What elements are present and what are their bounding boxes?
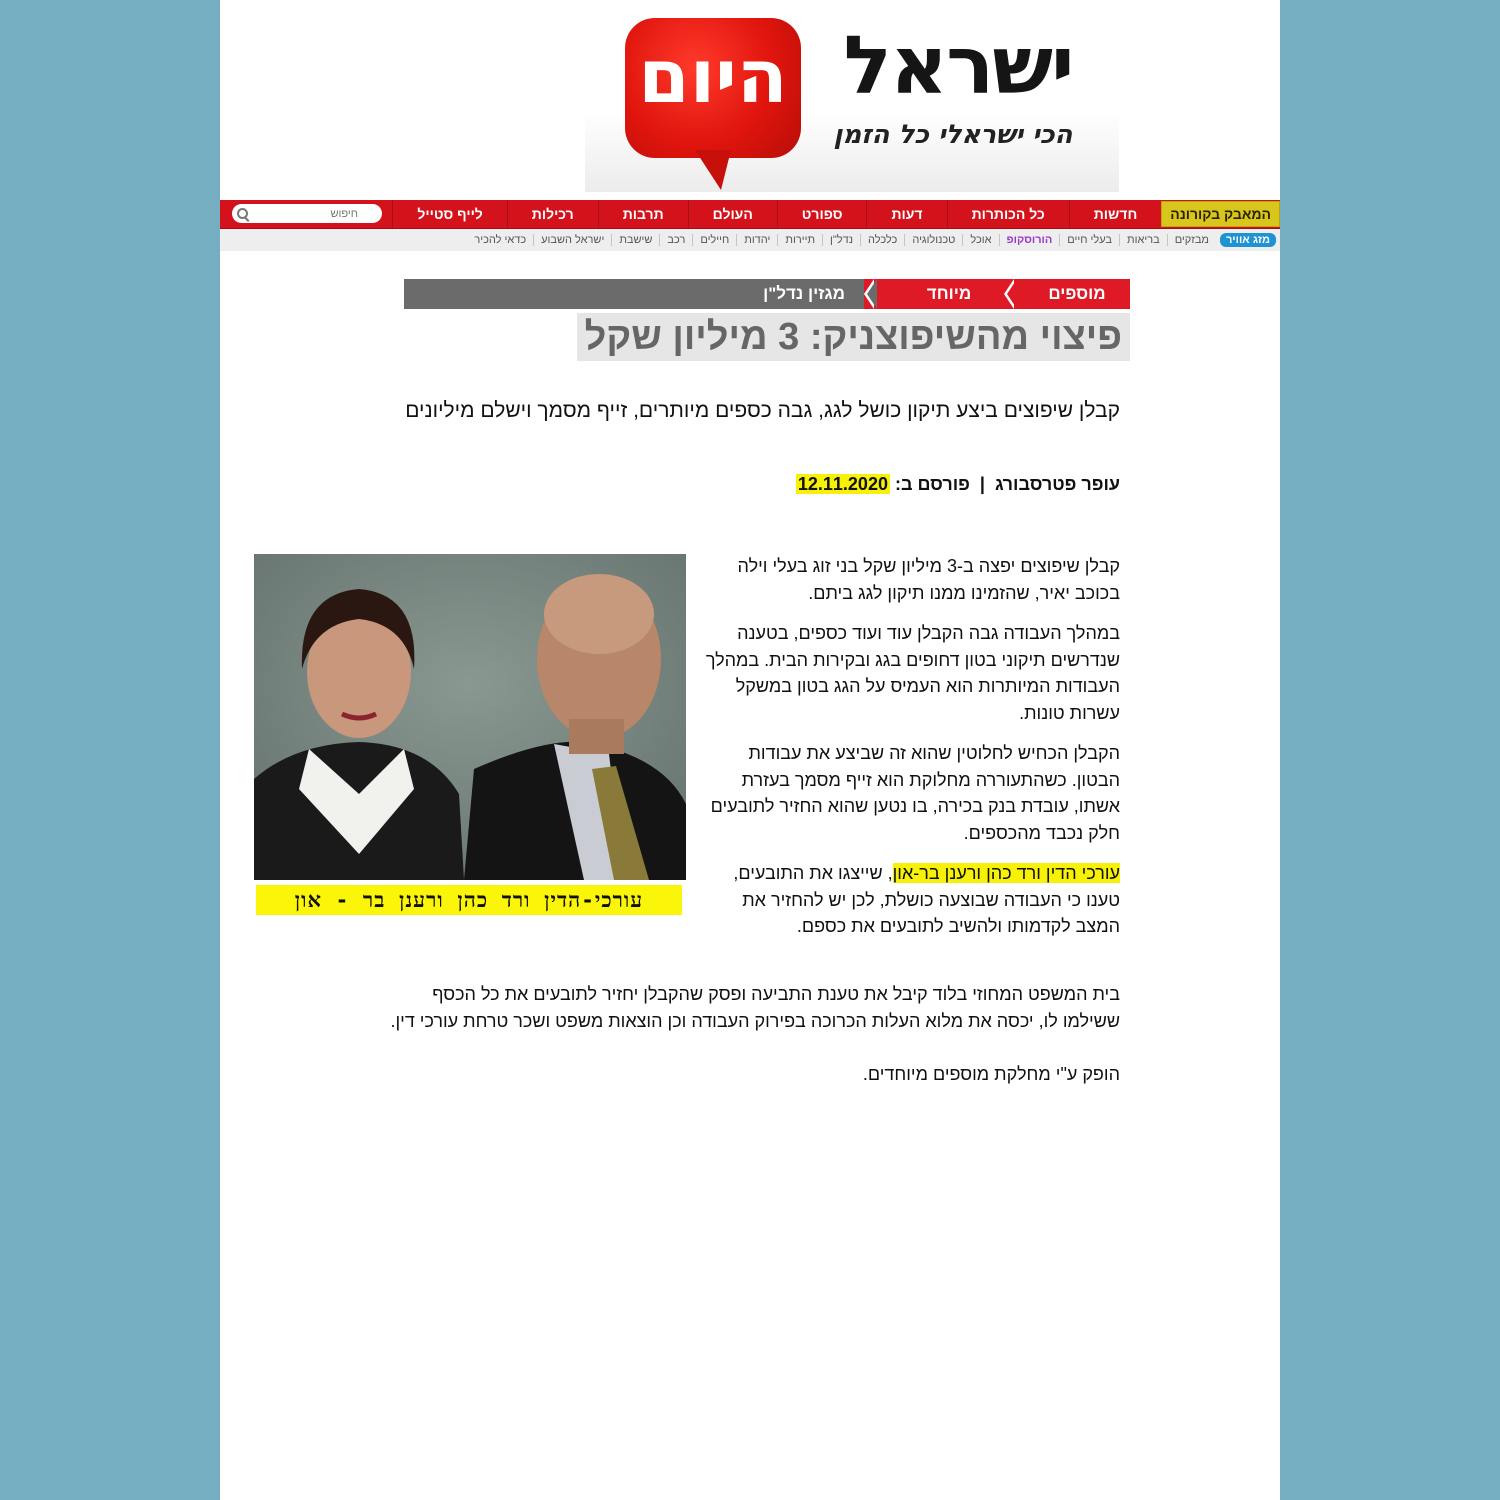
main-nav — [220, 200, 1280, 228]
nav-item-opinions[interactable]: דעות — [866, 200, 946, 228]
highlighted-lawyers-names: עורכי הדין ורד כהן ורענן בר-און — [892, 863, 1120, 883]
nav-item-corona[interactable]: המאבק בקורונה — [1161, 201, 1280, 227]
logo-word-israel: ישראל — [843, 19, 1073, 112]
page — [220, 0, 1280, 1500]
nav-item-sport[interactable]: ספורט — [777, 200, 867, 228]
article-body-continued — [390, 981, 1120, 1115]
sub-nav-item[interactable]: שישבת — [611, 234, 659, 246]
article-paragraph: בית המשפט המחוזי בלוד קיבל את טענת התביעה ופסק שהקבלן יחזיר לתובעים את כל הכסף ששילמו לו, יכסה את מלוא העלות הכרוכה בפירוק העבודה וכן הוצאות משפט ושכר טרחת עורכי דין. — [390, 984, 1120, 1031]
sub-nav-item[interactable]: רכב — [659, 234, 692, 246]
sub-nav-item[interactable]: תיירות — [777, 234, 822, 246]
article-paragraph — [704, 860, 1120, 940]
breadcrumb-item-special[interactable]: מיוחד — [926, 284, 972, 303]
sub-nav-item-horoscope[interactable]: הורוסקופ — [999, 234, 1060, 246]
breadcrumb-item-realestate-magazine[interactable]: מגזין נדל"ן — [763, 284, 845, 303]
breadcrumb-item-supplements[interactable]: מוספים — [1048, 284, 1106, 303]
nav-item-lifestyle[interactable]: לייף סטייל — [392, 200, 506, 228]
lawyers-photo — [254, 554, 686, 880]
article-paragraph: הקבלן הכחיש לחלוטין שהוא זה שביצע את עבודות הבטון. כשהתעוררה מחלוקת הוא זייף מסמך בעזרת אשתו, עובדת בנק בכירה, בו נטען שהוא החזיר לתובעים חלק נכבד מהכספים. — [710, 743, 1120, 843]
logo-bubble-tail — [695, 150, 731, 190]
sub-nav-weather[interactable]: מזג אוויר — [1220, 233, 1276, 247]
search-icon[interactable] — [237, 208, 248, 219]
site-logo[interactable] — [585, 12, 1119, 192]
lawyers-photo-illustration — [254, 554, 686, 880]
sub-nav — [220, 229, 1280, 251]
sub-nav-item[interactable]: טכנולוגיה — [904, 234, 962, 246]
sub-nav-item[interactable]: אוכל — [962, 234, 998, 246]
sub-nav-item[interactable]: כדאי להכיר — [474, 234, 527, 246]
sub-nav-item[interactable]: חיילים — [692, 234, 736, 246]
breadcrumb-separator-fill — [867, 279, 877, 309]
article-body — [704, 553, 1120, 954]
nav-item-culture[interactable]: תרבות — [598, 200, 688, 228]
nav-item-all-headlines[interactable]: כל הכותרות — [947, 200, 1069, 228]
article-paragraph: קבלן שיפוצים יפצה ב-3 מיליון שקל בני זוג בעלי וילה בכוכב יאיר, שהזמינו ממנו תיקון לגג ביתם. — [737, 556, 1120, 603]
sub-nav-item[interactable]: בריאות — [1119, 234, 1167, 246]
sub-nav-item[interactable]: כלכלה — [860, 234, 904, 246]
published-date: 12.11.2020 — [797, 474, 888, 494]
breadcrumb-separator-fill — [1007, 279, 1017, 309]
article-byline — [400, 471, 1120, 497]
search-input[interactable] — [232, 204, 382, 223]
sub-nav-item[interactable]: יהדות — [736, 234, 777, 246]
sub-nav-item[interactable]: נדל"ן — [822, 234, 860, 246]
logo-slogan: הכי ישראלי כל הזמן — [833, 120, 1073, 150]
nav-item-gossip[interactable]: רכילות — [507, 200, 598, 228]
nav-item-news[interactable]: חדשות — [1069, 200, 1162, 228]
sub-nav-item[interactable]: מבזקים — [1167, 234, 1216, 246]
nav-item-world[interactable]: העולם — [688, 200, 777, 228]
article-headline: פיצוי מהשיפוצניק: 3 מיליון שקל — [577, 313, 1130, 361]
article-paragraph-rest: , שייצגו את התובעים, טענו כי העבודה שבוצעה כושלת, לכן יש להחזיר את המצב לקדמותו ולהשיב לתובעים את כספם. — [733, 863, 1120, 936]
photo-caption: עורכי-הדין ורד כהן ורענן בר - און — [256, 885, 682, 915]
article-footer-note: הופק ע"י מחלקת מוספים מיוחדים. — [862, 1064, 1120, 1084]
logo-word-hayom: היום — [638, 34, 788, 120]
sub-nav-item[interactable]: בעלי חיים — [1059, 234, 1119, 246]
article-subheadline: קבלן שיפוצים ביצע תיקון כושל לגג, גבה כספים מיותרים, זייף מסמך וישלם מיליונים — [405, 399, 1120, 422]
published-label: פורסם ב: — [894, 474, 970, 494]
article-paragraph: במהלך העבודה גבה הקבלן עוד ועוד כספים, בטענה שנדרשים תיקוני בטון דחופים בגג ובקירות הבית. במהלך העבודות המיותרות הוא העמיס על הגג בטון במשקל עשרות טונות. — [705, 623, 1120, 723]
sub-nav-item[interactable]: ישראל השבוע — [533, 234, 611, 246]
article-author[interactable]: עופר פטרסבורג — [994, 474, 1120, 494]
byline-separator: | — [974, 474, 990, 494]
breadcrumb — [404, 279, 1130, 309]
